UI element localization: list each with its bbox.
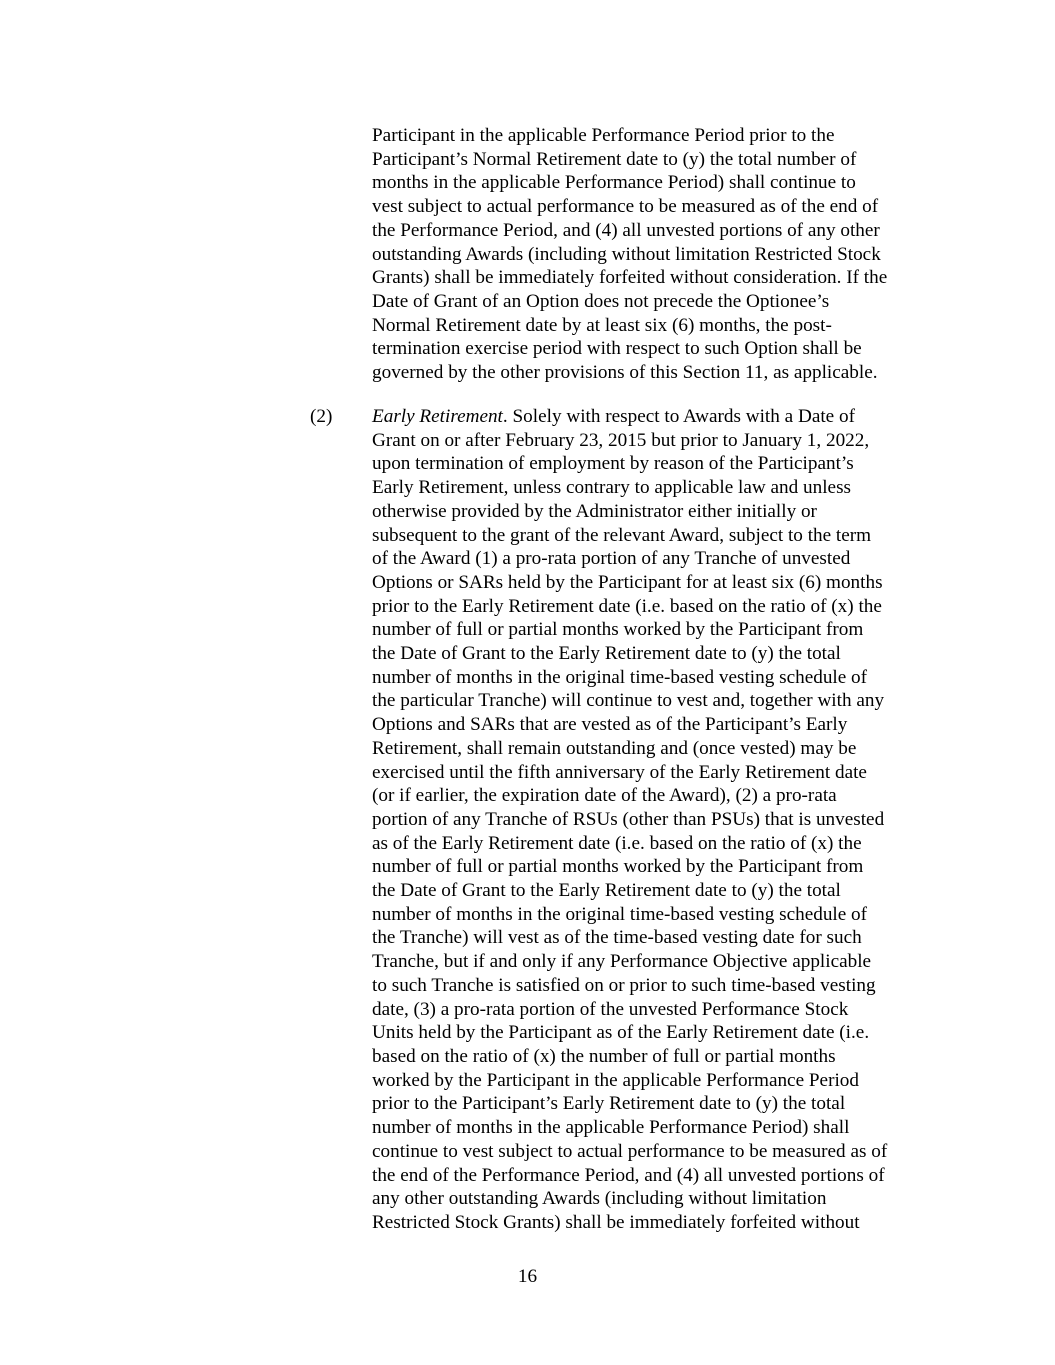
text-line: portion of any Tranche of RSUs (other than PSUs) that is unvested xyxy=(372,808,885,830)
text-line: outstanding Awards (including without limitation Restricted Stock xyxy=(372,243,881,265)
heading-trailing-text: . Solely with respect to Awards with a Date of xyxy=(502,406,855,427)
text-line: Units held by the Participant as of the Early Retirement date (i.e. xyxy=(372,1022,870,1044)
text-line: subsequent to the grant of the relevant Award, subject to the term xyxy=(372,524,872,546)
text-line: otherwise provided by the Administrator either initially or xyxy=(372,500,817,522)
section-heading: Early Retirement xyxy=(372,406,503,427)
text-line: vest subject to actual performance to be measured as of the end of xyxy=(372,196,879,218)
text-line: number of months in the original time-based vesting schedule of xyxy=(372,666,868,688)
text-line: Tranche, but if and only if any Performance Objective applicable xyxy=(372,951,872,973)
text-line: date, (3) a pro-rata portion of the unvested Performance Stock xyxy=(372,998,849,1020)
text-line: Date of Grant of an Option does not precede the Optionee’s xyxy=(372,290,830,312)
text-line: Retirement, shall remain outstanding and (once vested) may be xyxy=(372,737,857,759)
text-line: number of full or partial months worked by the Participant from xyxy=(372,619,864,641)
paragraph-early-retirement xyxy=(372,405,932,1235)
text-line: Options or SARs held by the Participant for at least six (6) months xyxy=(372,571,883,593)
text-line: (or if earlier, the expiration date of the Award), (2) a pro-rata xyxy=(372,785,837,807)
text-line: Options and SARs that are vested as of the Participant’s Early xyxy=(372,714,848,736)
text-line: Early Retirement, unless contrary to applicable law and unless xyxy=(372,477,852,499)
text-line: number of months in the applicable Performance Period) shall xyxy=(372,1117,850,1139)
text-line: the Tranche) will vest as of the time-based vesting date for such xyxy=(372,927,862,949)
text-line: continue to vest subject to actual performance to be measured as of xyxy=(372,1140,888,1162)
text-line: Participant’s Normal Retirement date to (y) the total number of xyxy=(372,148,857,170)
text-line: based on the ratio of (x) the number of full or partial months xyxy=(372,1045,836,1067)
page-number: 16 xyxy=(517,1266,538,1287)
text-line: months in the applicable Performance Period) shall continue to xyxy=(372,172,856,194)
text-line: the end of the Performance Period, and (4) all unvested portions of xyxy=(372,1164,885,1186)
text-line: exercised until the fifth anniversary of the Early Retirement date xyxy=(372,761,867,783)
text-line xyxy=(372,405,932,429)
text-line: Grant on or after February 23, 2015 but prior to January 1, 2022, xyxy=(372,429,870,451)
text-line: worked by the Participant in the applicable Performance Period xyxy=(372,1069,859,1091)
text-line: termination exercise period with respect to such Option shall be xyxy=(372,338,862,360)
text-line: the Performance Period, and (4) all unvested portions of any other xyxy=(372,219,880,241)
text-line: number of full or partial months worked by the Participant from xyxy=(372,856,864,878)
paragraph-continuation xyxy=(372,124,932,385)
text-line: prior to the Early Retirement date (i.e. based on the ratio of (x) the xyxy=(372,595,882,617)
text-line: prior to the Participant’s Early Retirement date to (y) the total xyxy=(372,1093,846,1115)
item-number: (2) xyxy=(310,406,333,427)
text-line: Grants) shall be immediately forfeited without consideration. If the xyxy=(372,267,888,289)
text-line: number of months in the original time-based vesting schedule of xyxy=(372,903,868,925)
text-line: the Date of Grant to the Early Retirement date to (y) the total xyxy=(372,643,841,665)
text-line: to such Tranche is satisfied on or prior to such time-based vesting xyxy=(372,974,876,996)
text-line: any other outstanding Awards (including without limitation xyxy=(372,1188,827,1210)
text-line: of the Award (1) a pro-rata portion of any Tranche of unvested xyxy=(372,548,851,570)
text-line: upon termination of employment by reason of the Participant’s xyxy=(372,453,854,475)
text-line: as of the Early Retirement date (i.e. based on the ratio of (x) the xyxy=(372,832,862,854)
text-line: the particular Tranche) will continue to vest and, together with any xyxy=(372,690,885,712)
text-line: the Date of Grant to the Early Retirement date to (y) the total xyxy=(372,880,841,902)
text-line: governed by the other provisions of this Section 11, as applicable. xyxy=(372,362,878,384)
text-line: Participant in the applicable Performance Period prior to the xyxy=(372,125,835,146)
text-line: Normal Retirement date by at least six (6) months, the post- xyxy=(372,314,832,336)
text-line: Restricted Stock Grants) shall be immediately forfeited without xyxy=(372,1211,860,1233)
